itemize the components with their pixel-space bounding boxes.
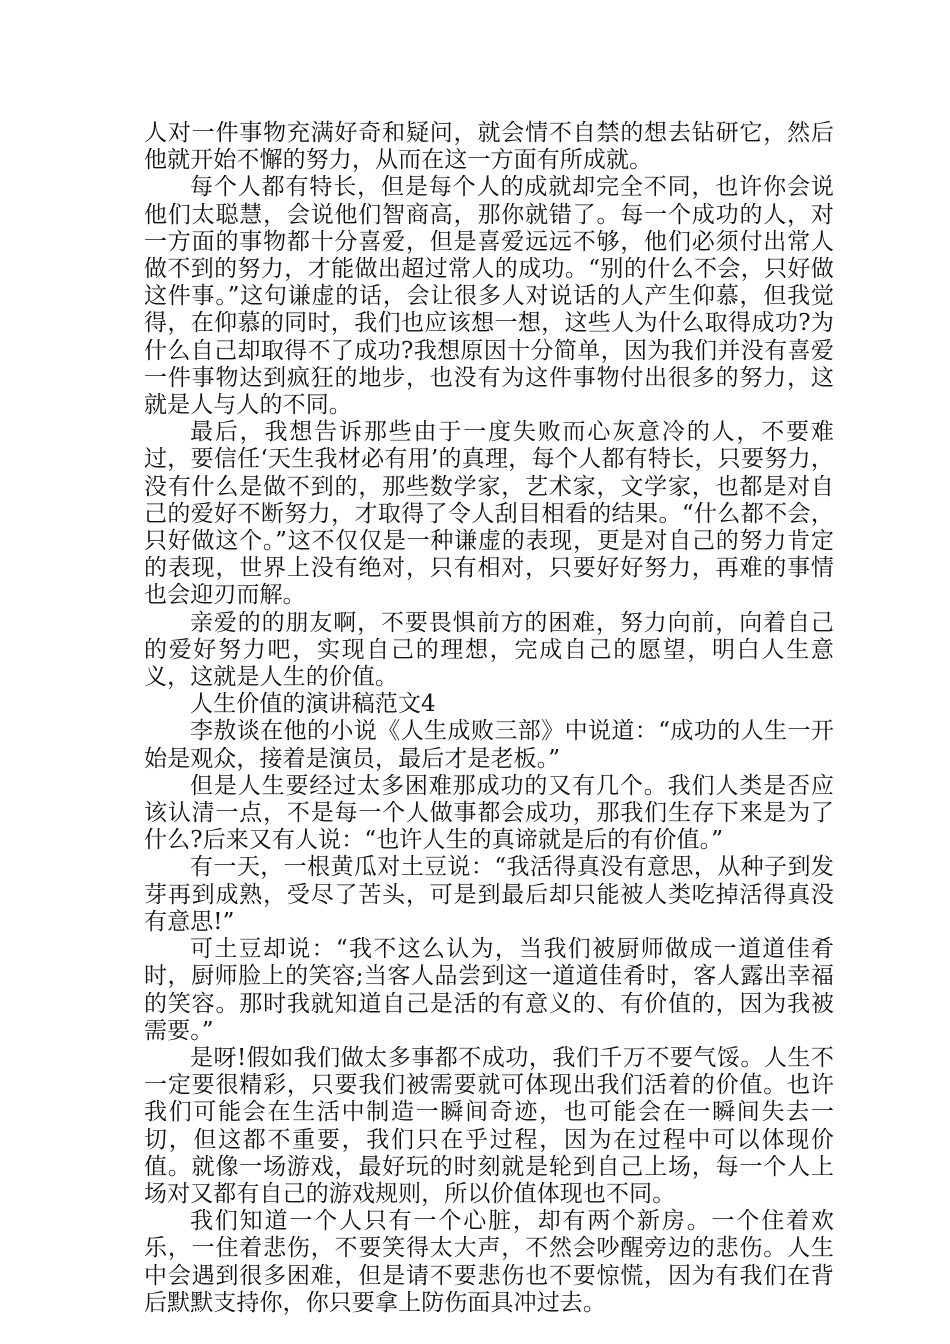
paragraph-4: 亲爱的的朋友啊，不要畏惧前方的困难，努力向前，向着自己的爱好努力吧，实现自己的理想，完成自己的愿望，明白人生意义，这就是人生的价值。 <box>144 609 834 691</box>
paragraph-1: 人对一件事物充满好奇和疑问，就会情不自禁的想去钻研它，然后他就开始不懈的努力，从而在这一方面有所成就。 <box>144 120 834 174</box>
paragraph-8: 可土豆却说：“我不这么认为，当我们被厨师做成一道道佳肴时，厨师脸上的笑容;当客人品尝到这一道道佳肴时，客人露出幸福的笑容。那时我就知道自己是活的有意义的、有价值的，因为我被需要。” <box>144 936 834 1044</box>
paragraph-2: 每个人都有特长，但是每个人的成就却完全不同，也许你会说他们太聪慧，会说他们智商高，那你就错了。每一个成功的人，对一方面的事物都十分喜爱，但是喜爱远远不够，他们必须付出常人做不到的努力，才能做出超过常人的成功。“别的什么不会，只好做这件事。”这句谦虚的话，会让很多人对说话的人产生仰慕，但我觉得，在仰慕的同时，我们也应该想一想，这些人为什么取得成功?为什么自己却取得不了成功?我想原因十分简单，因为我们并没有喜爱一件事物达到疯狂的地步，也没有为这件事物付出很多的努力，这就是人与人的不同。 <box>144 174 834 419</box>
section-heading: 人生价值的演讲稿范文4 <box>190 691 436 718</box>
paragraph-6: 但是人生要经过太多困难那成功的又有几个。我们人类是否应该认清一点，不是每一个人做事都会成功，那我们生存下来是为了什么?后来又有人说：“也许人生的真谛就是后的有价值。” <box>144 772 834 854</box>
document-body <box>144 120 834 1317</box>
paragraph-10: 我们知道一个人只有一个心脏，却有两个新房。一个住着欢乐，一住着悲伤，不要笑得太大声，不然会吵醒旁边的悲伤。人生中会遇到很多困难，但是请不要悲伤也不要惊慌，因为有我们在背后默默支持你，你只要拿上防伤面具冲过去。 <box>144 1208 834 1316</box>
paragraph-7: 有一天，一根黄瓜对土豆说：“我活得真没有意思，从种子到发芽再到成熟，受尽了苦头，可是到最后却只能被人类吃掉活得真没有意思!” <box>144 854 834 935</box>
paragraph-5: 李敖谈在他的小说《人生成败三部》中说道：“成功的人生一开始是观众，接着是演员，最后才是老板。” <box>144 718 834 772</box>
paragraph-9: 是呀!假如我们做太多事都不成功，我们千万不要气馁。人生不一定要很精彩，只要我们被需要就可体现出我们活着的价值。也许我们可能会在生活中制造一瞬间奇迹，也可能会在一瞬间失去一切，但这都不重要，我们只在乎过程，因为在过程中可以体现价值。就像一场游戏，最好玩的时刻就是轮到自己上场，每一个人上场对又都有自己的游戏规则，所以价值体现也不同。 <box>144 1044 834 1207</box>
paragraph-3: 最后，我想告诉那些由于一度失败而心灰意冷的人，不要难过，要信任‘天生我材必有用’的真理，每个人都有特长，只要努力，没有什么是做不到的，那些数学家，艺术家，文学家，也都是对自己的爱好不断努力，才取得了令人刮目相看的结果。“什么都不会，只好做这个。”这不仅仅是一种谦虚的表现，更是对自己的努力肯定的表现，世界上没有绝对，只有相对，只要好好努力，再难的事情也会迎刃而解。 <box>144 419 834 609</box>
